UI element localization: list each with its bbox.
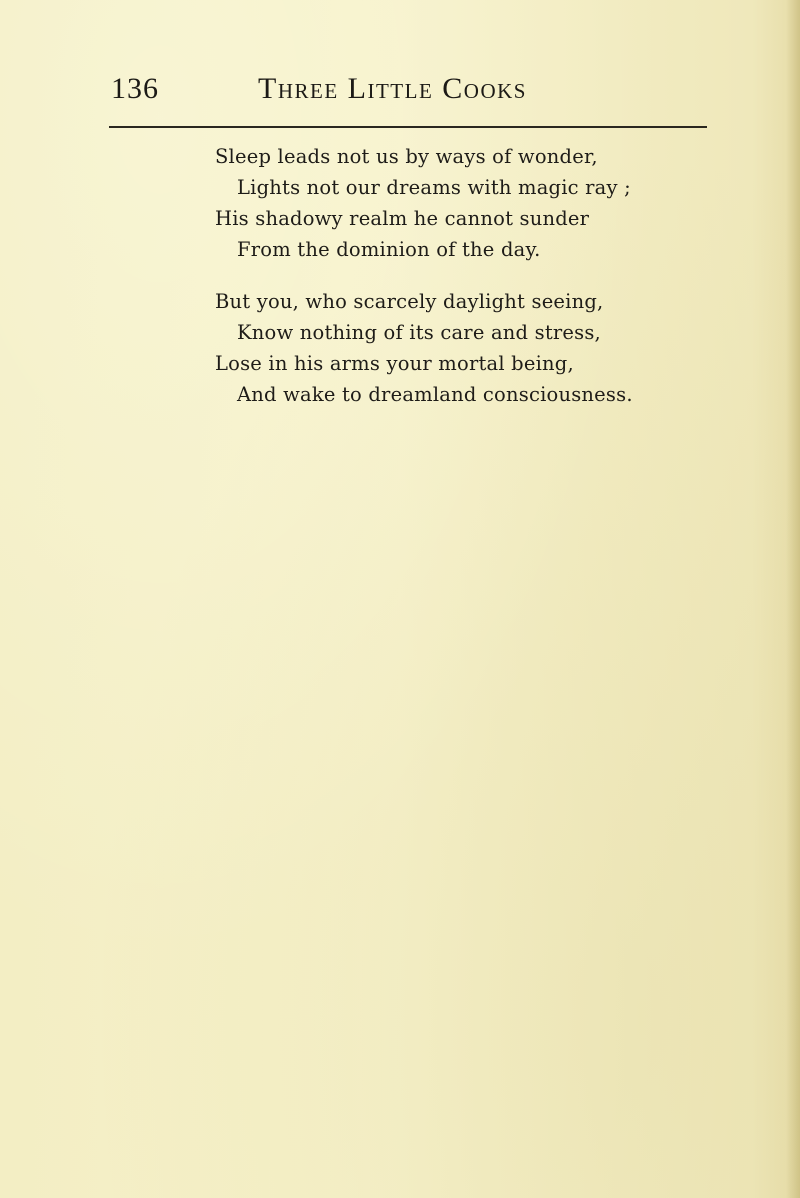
poem-line: And wake to dreamland consciousness. bbox=[237, 383, 633, 406]
poem-line: But you, who scarcely daylight seeing, bbox=[215, 290, 604, 313]
running-title: Three Little Cooks bbox=[258, 72, 527, 105]
header-rule bbox=[109, 126, 707, 128]
stanza-1 bbox=[215, 141, 685, 265]
poem-line: Lose in his arms your mortal being, bbox=[215, 352, 574, 375]
poem-line: Lights not our dreams with magic ray ; bbox=[237, 176, 631, 199]
page-edge-shadow bbox=[786, 0, 800, 1198]
poem-line: His shadowy realm he cannot sunder bbox=[215, 207, 590, 230]
running-header bbox=[0, 70, 800, 112]
poem-line: Know nothing of its care and stress, bbox=[237, 321, 601, 344]
poem-line: Sleep leads not us by ways of wonder, bbox=[215, 145, 598, 168]
page-number: 136 bbox=[111, 72, 159, 105]
poem bbox=[215, 141, 685, 431]
poem-line: From the dominion of the day. bbox=[237, 238, 541, 261]
stanza-2 bbox=[215, 286, 685, 410]
